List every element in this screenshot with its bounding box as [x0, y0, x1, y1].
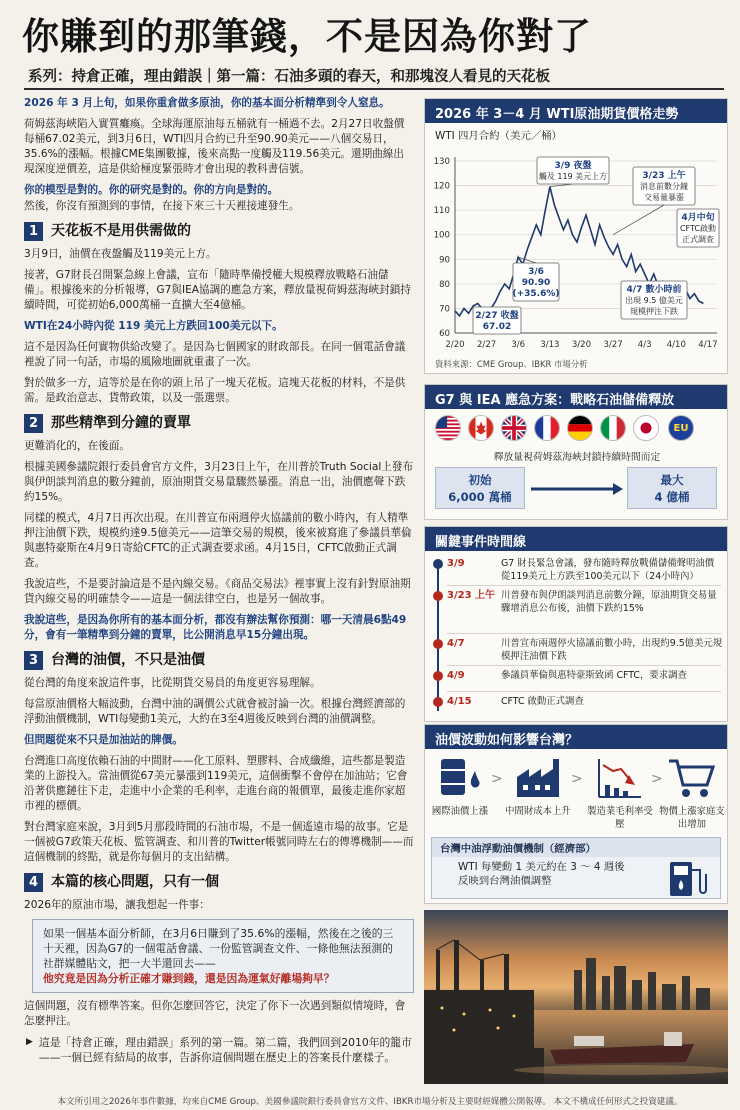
y-tick-label: 90	[439, 255, 450, 266]
annotation-text: 3/6	[528, 267, 544, 277]
quote-text: 如果一個基本面分析師，在3月6日賺到了35.6%的漲幅，然後在之後的三十天裡，因為G7的一個電話會議、一份監管調查文件、一條他無法預測的社群媒體貼文，把一大半還回去——	[43, 927, 394, 970]
section-title: 那些精準到分鐘的賣單	[51, 415, 191, 431]
max-label: 最大	[660, 473, 684, 487]
annotation-text: 出現 9.5 億美元	[625, 296, 683, 305]
s3-paragraph-3: 但問題從來不只是加油站的牌價。	[24, 734, 183, 746]
uk-flag-icon	[501, 415, 527, 441]
timeline-dot	[433, 591, 443, 601]
fuel-pump-icon	[664, 860, 710, 898]
impact-step-label: 製造業毛利率受壓	[587, 806, 653, 830]
timeline-text: G7 財長緊急會議，發布隨時釋放戰備儲備聲明油價從119美元上方跌至100美元以下（24小時內）	[501, 558, 715, 582]
chart-panel-title: 2026 年 3－4 月 WTI原油期貨價格走勢	[425, 99, 727, 123]
intro-lead: 2026 年 3 月上旬，如果你重倉做多原油，你的基本面分析精準到令人窒息。	[24, 97, 390, 109]
triangle-bullet-icon: ▶	[26, 1037, 33, 1047]
annotation-text: 觸及 119 美元上方	[538, 172, 608, 181]
timeline-panel	[424, 526, 728, 722]
france-flag-icon	[534, 415, 560, 441]
annotation-text: 90.90	[521, 278, 551, 288]
s1-paragraph-1: 3月9日，油價在夜盤觸及119美元上方。	[24, 248, 217, 260]
initial-release-box	[435, 467, 525, 509]
s1-paragraph-4: 這不是因為任何實物供給改變了。是因為七個國家的財政部長。在同一個電話會議裡說了同一句話，市場的風險地圖就重畫了一次。	[24, 341, 406, 368]
title-divider	[24, 88, 724, 90]
timeline-date: 3/9	[447, 558, 465, 569]
arrow-right-icon	[529, 481, 625, 497]
timeline-text: 川普宣布兩週停火協議前數小時，出現約9.5億美元規模押注油價下跌	[501, 638, 723, 662]
article-body	[24, 96, 414, 1065]
annotation-text: 正式調查	[682, 235, 714, 244]
x-tick-label: 4/3	[637, 340, 652, 350]
core-question-quote	[32, 919, 414, 993]
section-title: 台灣的油價，不只是油價	[51, 652, 205, 668]
section-number: 1	[24, 222, 43, 241]
quote-question: 他究竟是因為分析正確才賺到錢，還是因為運氣好離場夠早？	[43, 972, 335, 985]
annotation-text: 消息前數分鐘	[640, 182, 688, 191]
germany-flag-icon	[567, 415, 593, 441]
s3-paragraph-5: 對台灣家庭來說，3月到5月那段時間的石油市場，不是一個遙遠市場的故事。它是一個被G7政策天花板、監管調查、和川普的Twitter帳號同時左右的傳導機制——而這個機制的終點，就是你每個月的支出結構。	[24, 821, 414, 863]
x-tick-label: 4/10	[666, 340, 687, 350]
s2-paragraph-4: 我說這些，不是要討論這是不是內線交易。《商品交易法》裡事實上沒有針對原油期貨內線交易的明確禁令——這是一個法律空白，也是另一個故事。	[24, 578, 411, 605]
timeline-date: 3/23 上午	[447, 590, 496, 601]
x-tick-label: 4/17	[698, 340, 718, 350]
factory-icon	[513, 755, 563, 801]
page-title: 你賺到的那筆錢，不是因為你對了	[22, 14, 592, 58]
annotation-leader	[613, 205, 664, 235]
release-caption: 釋放量視荷姆茲海峽封鎖持續時間而定	[493, 452, 661, 463]
timeline-dot	[433, 671, 443, 681]
footer-disclaimer: 本文所引用之2026年事件數據，均來自CME Group、美國參議院銀行委員會官方文件、IBKR市場分析及主要財經媒體公開報導。 本文不構成任何形式之投資建議。	[57, 1097, 683, 1107]
mechanism-title: 台灣中油浮動油價機制（經濟部）	[432, 838, 720, 857]
series-note	[24, 1035, 414, 1065]
y-tick-label: 130	[433, 157, 450, 167]
timeline-dot	[433, 559, 443, 569]
series-note-text: 這是「持倉正確，理由錯誤」系列的第一篇。第二篇，我們回到2010年的籠市——一個已經有結局的故事，告訴你這個問題在歷史上的答案長什麼樣子。	[38, 1036, 412, 1064]
timeline-separator	[447, 691, 721, 692]
section-number: 3	[24, 651, 43, 670]
annotation-text: 3/9 夜盤	[554, 161, 592, 171]
intro-paragraph-3: 然後，你沒有預測到的事情，在接下來三十天裡接連發生。	[24, 200, 300, 212]
taiwan-impact-panel	[424, 724, 728, 904]
max-release-box	[627, 467, 717, 509]
x-tick-label: 3/27	[603, 340, 623, 350]
page-subtitle: 系列：持倉正確，理由錯誤｜第一篇：石油多頭的春天，和那塊沒人看見的天花板	[28, 69, 550, 85]
y-tick-label: 100	[433, 230, 450, 241]
mechanism-box	[431, 837, 721, 899]
initial-label: 初始	[468, 473, 492, 487]
annotation-text: (+35.6%)	[512, 289, 560, 299]
timeline-dot	[433, 697, 443, 707]
down-chart-icon	[595, 755, 645, 801]
y-tick-label: 120	[433, 181, 450, 192]
s1-paragraph-3: WTI在24小時內從 119 美元上方跌回100美元以下。	[24, 320, 283, 332]
flow-arrow-icon: >	[491, 771, 503, 787]
s3-paragraph-1: 從台灣的角度來說這件事，比從期貨交易員的角度更容易理解。	[24, 677, 321, 689]
y-tick-label: 80	[439, 279, 450, 290]
timeline-date: 4/7	[447, 638, 465, 649]
flow-arrow-icon: >	[571, 771, 583, 787]
section-title: 本篇的核心問題，只有一個	[51, 874, 219, 890]
section-3-heading	[24, 651, 414, 670]
g7-panel-title: G7 與 IEA 應急方案：戰略石油儲備釋放	[425, 385, 727, 409]
timeline-axis	[437, 561, 439, 711]
s2-paragraph-1: 更難消化的，在後面。	[24, 440, 130, 452]
x-tick-label: 2/20	[445, 340, 465, 350]
s4-paragraph-2: 這個問題，沒有標準答案。但你怎麼回答它，決定了你下一次遇到類似情境時，會怎麼押注。	[24, 1000, 406, 1027]
section-4-heading	[24, 873, 414, 892]
harbor-refinery-photo	[424, 910, 728, 1084]
mechanism-text: WTI 每變動 1 美元約在 3 ～ 4 週後反映到台灣油價調整	[458, 861, 625, 887]
wti-price-chart	[425, 123, 727, 373]
timeline-separator	[447, 633, 721, 634]
section-2-heading	[24, 414, 414, 433]
annotation-text: 67.02	[482, 322, 512, 332]
impact-step-label: 國際油價上漲	[431, 806, 489, 817]
intro-paragraph-1: 荷姆茲海峽陷入實質癱瘓。全球海運原油每五桶就有一桶過不去。2月27日收盤價每桶67.02美元，到3月6日，WTI四月合約已升至90.90美元——八個交易日，35.6%的漲幅。根據CME集團數據，後來高點一度觸及119.56美元。還期曲線出現深度逆價差，這是供給極度緊張時才會出現的教科書信號。	[24, 118, 405, 175]
x-tick-label: 3/13	[540, 340, 560, 350]
annotation-text: 3/23 上午	[642, 171, 686, 181]
x-tick-label: 3/20	[571, 340, 592, 350]
g7-iea-panel	[424, 384, 728, 520]
timeline-separator	[447, 665, 721, 666]
y-tick-label: 70	[439, 304, 450, 315]
timeline-text: CFTC 啟動正式調查	[501, 696, 584, 707]
x-tick-label: 3/6	[511, 340, 526, 350]
timeline-title: 關鍵事件時間線	[425, 527, 727, 551]
japan-flag-icon	[633, 415, 659, 441]
chart-source: 資料來源：CME Group、IBKR 市場分析	[435, 359, 588, 369]
annotation-text: CFTC啟動	[679, 224, 717, 233]
s2-paragraph-3: 同樣的模式，4月7日再次出現。在川普宣布兩週停火協議前的數小時內，有人精準押注油價下跌，規模約達9.5億美元——這筆交易的規模，後來被寫進了參議員華倫與惠特豪斯在4月9日寄給CFTC的正式調查要求函。4月15日，CFTC啟動正式調查。	[24, 512, 412, 569]
s3-paragraph-2: 每當原油價格大幅波動，台灣中油的調價公式就會被討論一次。根據台灣經濟部的浮動油價機制，WTI每變動1美元，大約在3至4週後反映到台灣的油價調整。	[24, 698, 406, 725]
timeline-text: 川普發布與伊朗談判消息前數分鐘，原油期貨交易量驟增消息公布後，油價下跌約15%	[501, 590, 717, 614]
timeline-dot	[433, 639, 443, 649]
section-number: 4	[24, 873, 43, 892]
us-flag-icon	[435, 415, 461, 441]
x-tick-label: 2/27	[476, 340, 497, 350]
oil-barrel-icon	[435, 755, 485, 801]
y-axis-label: WTI 四月合約（美元／桶）	[435, 130, 562, 142]
annotation-text: 規模押注下跌	[630, 307, 678, 316]
s3-paragraph-4: 台灣進口高度依賴石油的中間財——化工原料、塑膠料、合成纖維，這些都是製造業的上游投入。當油價從67美元暴漲到119美元，這個衝擊不會停在加油站；它會沿著供應鏈往下走，走進中小企業的毛利率，走進台商的報價單，最後走進你家超市裡的標價。	[24, 755, 408, 812]
y-tick-label: 110	[433, 206, 450, 217]
shopping-cart-icon	[667, 755, 717, 801]
timeline-date: 4/9	[447, 670, 465, 681]
s1-paragraph-2: 接著，G7財長召開緊急線上會議，宣布「隨時準備授權大規模釋放戰略石油儲備」。根據後來的分析報導，G7與IEA協調的應急方案，釋放量視荷姆茲海峽封鎖持續時間，可從初始6,000萬桶一直擴大至4億桶。	[24, 269, 411, 311]
annotation-text: 交易量暴漲	[644, 193, 684, 202]
s1-paragraph-5: 對於做多一方，這等於是在你的頭上吊了一塊天花板。這塊天花板的材料，不是供需。是政治意志、貨幣政策，以及一張選票。	[24, 377, 406, 404]
s2-paragraph-5: 我說這些，是因為你所有的基本面分析，都沒有辦法幫你預測：哪一天清晨6點49分，會有一筆精準到分鐘的賣單，比公開消息早15分鐘出現。	[24, 614, 407, 641]
impact-step-label: 物價上漲家庭支出增加	[659, 806, 725, 830]
section-1-heading	[24, 222, 414, 241]
intro-paragraph-2: 你的模型是對的。你的研究是對的。你的方向是對的。	[24, 184, 279, 196]
y-tick-label: 60	[439, 329, 450, 339]
timeline-text: 參議員華倫與惠特豪斯致函 CFTC，要求調查	[501, 670, 687, 681]
annotation-text: 4月中旬	[681, 213, 715, 223]
price-chart-panel	[424, 98, 728, 374]
max-value: 4 億桶	[654, 490, 690, 504]
flow-arrow-icon: >	[651, 771, 663, 787]
italy-flag-icon	[600, 415, 626, 441]
impact-title: 油價波動如何影響台灣？	[425, 725, 727, 749]
impact-step-label: 中間財成本上升	[505, 806, 571, 817]
annotation-text: 2/27 收盤	[475, 311, 519, 321]
section-title: 天花板不是用供需做的	[51, 223, 191, 239]
initial-value: 6,000 萬桶	[448, 490, 512, 504]
canada-flag-icon	[468, 415, 494, 441]
section-number: 2	[24, 414, 43, 433]
timeline-date: 4/15	[447, 696, 472, 707]
eu-flag-icon: EU	[668, 415, 694, 441]
annotation-text: 4/7 數小時前	[626, 285, 682, 295]
s2-paragraph-2: 根據美國參議院銀行委員會官方文件，3月23日上午，在川普於Truth Social上發布與伊朗談判消息的數分鐘前，原油期貨交易量驟然暴漲。消息一出，油價應聲下跌約15%。	[24, 461, 414, 503]
s4-paragraph-1: 2026年的原油市場，讓我想起一件事：	[24, 899, 210, 911]
timeline-separator	[447, 585, 721, 586]
